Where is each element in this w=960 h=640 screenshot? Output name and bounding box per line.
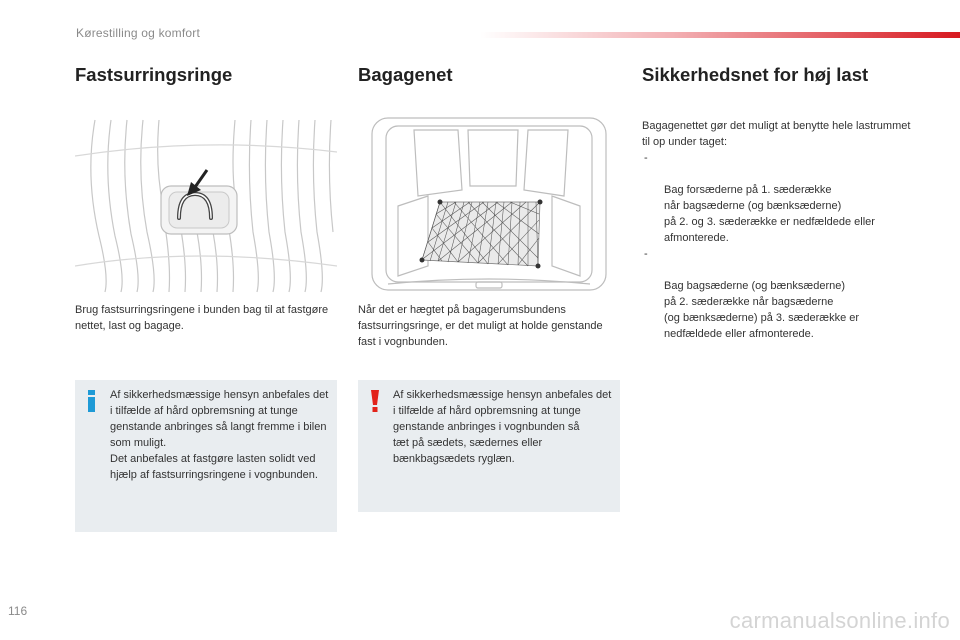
section-title: Sikkerhedsnet for høj last xyxy=(642,64,869,85)
info-note-text: Af sikkerhedsmæssige hensyn anbefales det i tilfælde af hård opbremsning at tunge genstande anbringes så langt fremme i bilen som muligt. Det anbefales at fastgøre lasten solidt ved hjælp af fastsurringsringene i vognbunden. xyxy=(110,389,329,481)
section-title: Bagagenet xyxy=(358,64,453,85)
section-title: Fastsurringsringe xyxy=(75,64,233,85)
luggage-net-illustration xyxy=(358,116,620,294)
list-item-text: Bag bagsæderne (og bænksæderne) på 2. sæderække når bagsæderne (og bænksæderne) på 3. sæderække er nedfældede eller afmonterede. xyxy=(664,280,860,340)
header-title: Kørestilling og komfort xyxy=(76,26,200,40)
exclamation-icon xyxy=(368,390,382,412)
section-body xyxy=(642,118,912,342)
tie-down-ring-illustration xyxy=(75,116,337,294)
info-icon xyxy=(85,390,99,412)
list-item xyxy=(642,150,912,246)
condition-list xyxy=(642,150,912,342)
list-dash: - xyxy=(644,152,648,164)
header-accent-bar xyxy=(480,32,960,38)
warning-note-text: Af sikkerhedsmæssige hensyn anbefales det i tilfælde af hård opbremsning at tunge genstande anbringes i vognbunden så tæt på sædets, sædernes eller bænkbagsædets ryglæn. xyxy=(393,389,612,465)
page-number: 116 xyxy=(8,604,28,618)
list-item-text: Bag forsæderne på 1. sæderække når bagsæderne (og bænksæderne) på 2. og 3. sæderække er nedfældede eller afmonterede. xyxy=(664,184,875,244)
warning-note-box xyxy=(358,380,620,512)
info-note-box xyxy=(75,380,337,532)
watermark: carmanualsonline.info xyxy=(729,608,950,633)
section-body: Brug fastsurringsringene i bunden bag til at fastgøre nettet, last og bagage. xyxy=(75,304,329,332)
list-dash: - xyxy=(644,248,648,260)
section-body: Når det er hægtet på bagagerumsbundens fastsurringsringe, er det muligt at holde genstande fast i vognbunden. xyxy=(358,304,603,348)
list-item xyxy=(642,246,912,342)
section-intro: Bagagenettet gør det muligt at benytte hele lastrummet til op under taget: xyxy=(642,120,911,148)
